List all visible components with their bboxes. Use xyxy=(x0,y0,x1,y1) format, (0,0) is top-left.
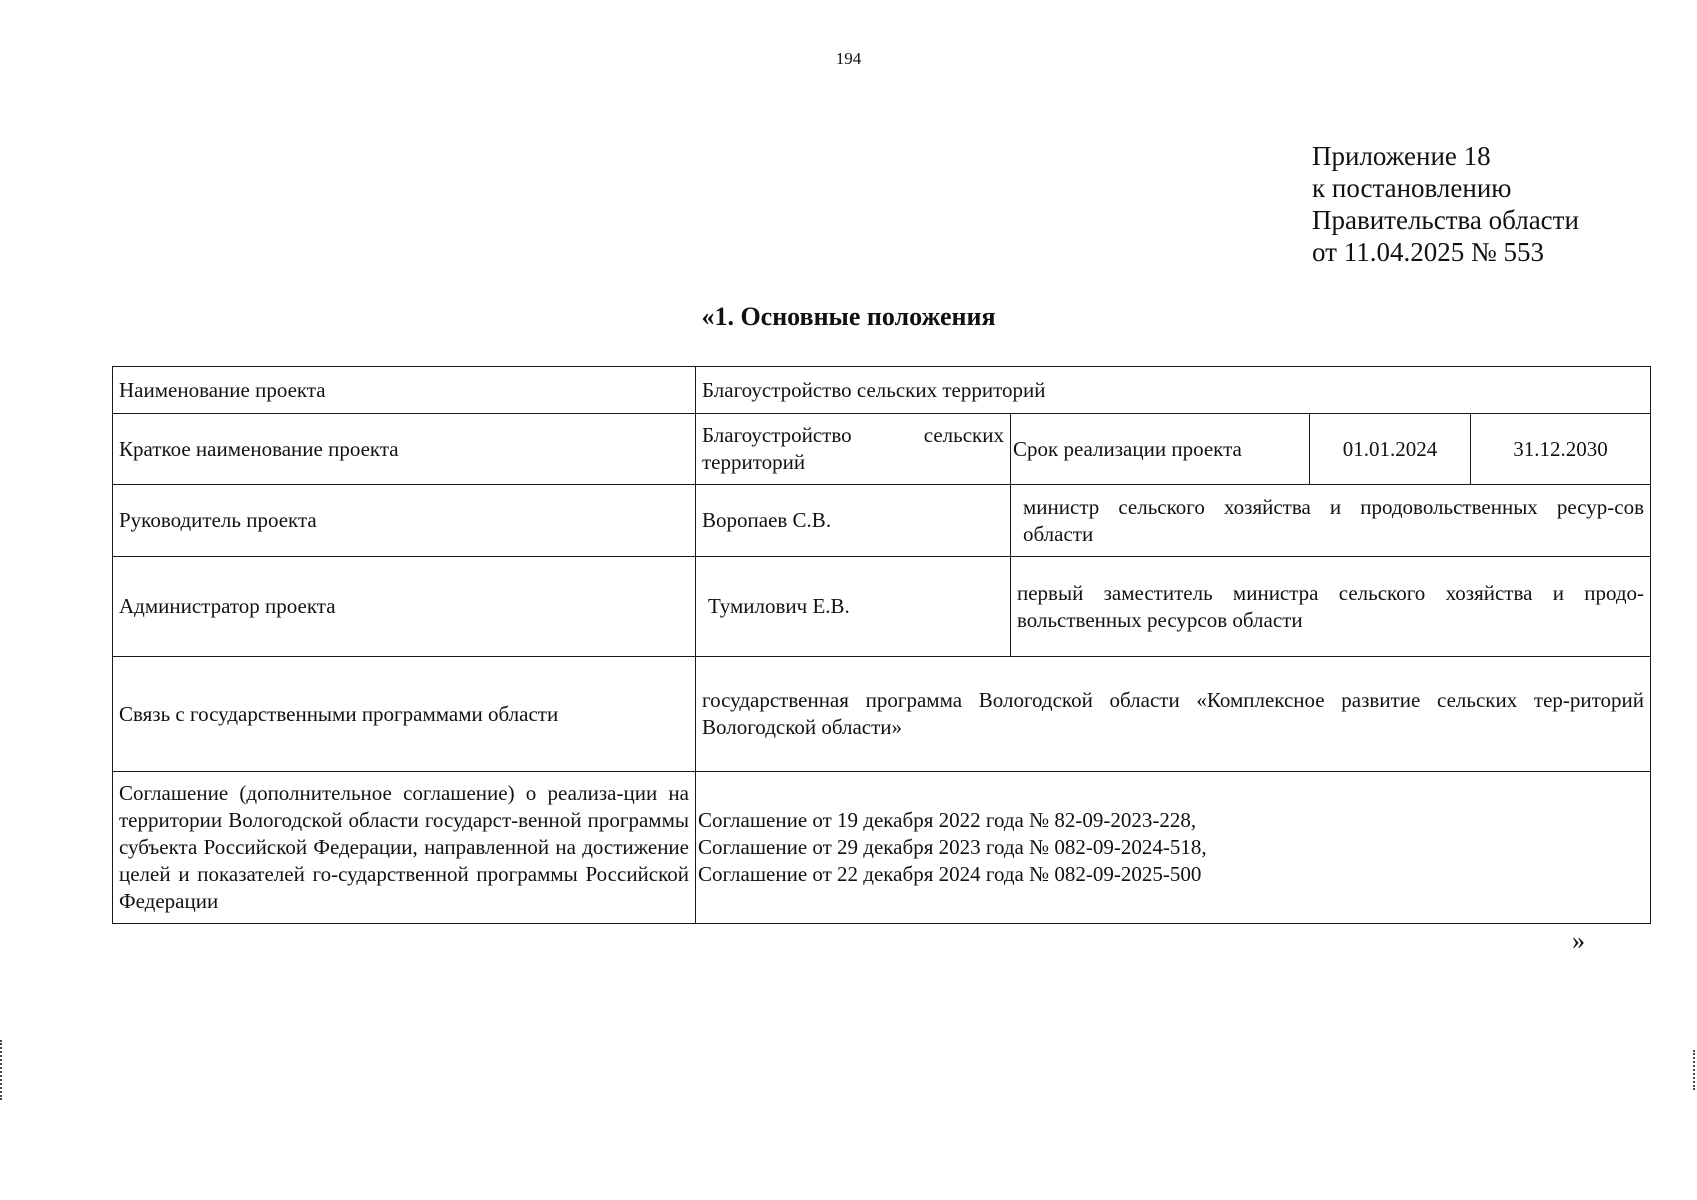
admin-label: Администратор проекта xyxy=(113,557,696,657)
appendix-line-1: Приложение 18 xyxy=(1312,141,1491,171)
term-start-date: 01.01.2024 xyxy=(1310,414,1471,485)
leader-label: Руководитель проекта xyxy=(113,485,696,557)
short-name-label: Краткое наименование проекта xyxy=(113,414,696,485)
page-number: 194 xyxy=(835,49,862,68)
table-row xyxy=(113,485,1651,557)
admin-position: первый заместитель министра сельского хозяйства и продо-вольственных ресурсов области xyxy=(1011,557,1651,657)
agreement-line-3: Соглашение от 22 декабря 2024 года № 082-09-2025-500 xyxy=(698,862,1202,886)
table-row xyxy=(113,367,1651,414)
appendix-line-4: от 11.04.2025 № 553 xyxy=(1312,237,1544,267)
programs-label: Связь с государственными программами области xyxy=(113,657,696,772)
appendix-header xyxy=(1312,140,1579,268)
agreement-line-2: Соглашение от 29 декабря 2023 года № 082-09-2024-518, xyxy=(698,835,1207,859)
appendix-line-3: Правительства области xyxy=(1312,205,1579,235)
appendix-line-2: к постановлению xyxy=(1312,173,1512,203)
project-name-value: Благоустройство сельских территорий xyxy=(696,367,1651,414)
project-name-label: Наименование проекта xyxy=(113,367,696,414)
term-label: Срок реализации проекта xyxy=(1011,414,1310,485)
scan-edge-mark-left xyxy=(0,1040,6,1100)
scan-edge-mark-right xyxy=(1693,1050,1697,1090)
admin-name: Тумилович Е.В. xyxy=(696,557,1011,657)
short-name-value: Благоустройство сельских территорий xyxy=(696,414,1011,485)
table-row xyxy=(113,414,1651,485)
table-row xyxy=(113,772,1651,924)
leader-position: министр сельского хозяйства и продовольственных ресур-сов области xyxy=(1011,485,1651,557)
agreements-value xyxy=(696,772,1651,924)
main-provisions-table xyxy=(112,366,1651,924)
closing-quote: » xyxy=(1572,926,1585,955)
agreement-line-1: Соглашение от 19 декабря 2022 года № 82-09-2023-228, xyxy=(698,808,1197,832)
agreement-label: Соглашение (дополнительное соглашение) о реализа-ции на территории Вологодской области государст-венной программы субъекта Российской Федерации, направленной на достижение целей и показателей го-сударственной программы Российской Федерации xyxy=(113,772,696,924)
table-row xyxy=(113,557,1651,657)
programs-value: государственная программа Вологодской области «Комплексное развитие сельских тер-риторий Вологодской области» xyxy=(696,657,1651,772)
leader-name: Воропаев С.В. xyxy=(696,485,1011,557)
term-end-date: 31.12.2030 xyxy=(1471,414,1651,485)
table-row xyxy=(113,657,1651,772)
section-title: «1. Основные положения xyxy=(701,302,996,331)
